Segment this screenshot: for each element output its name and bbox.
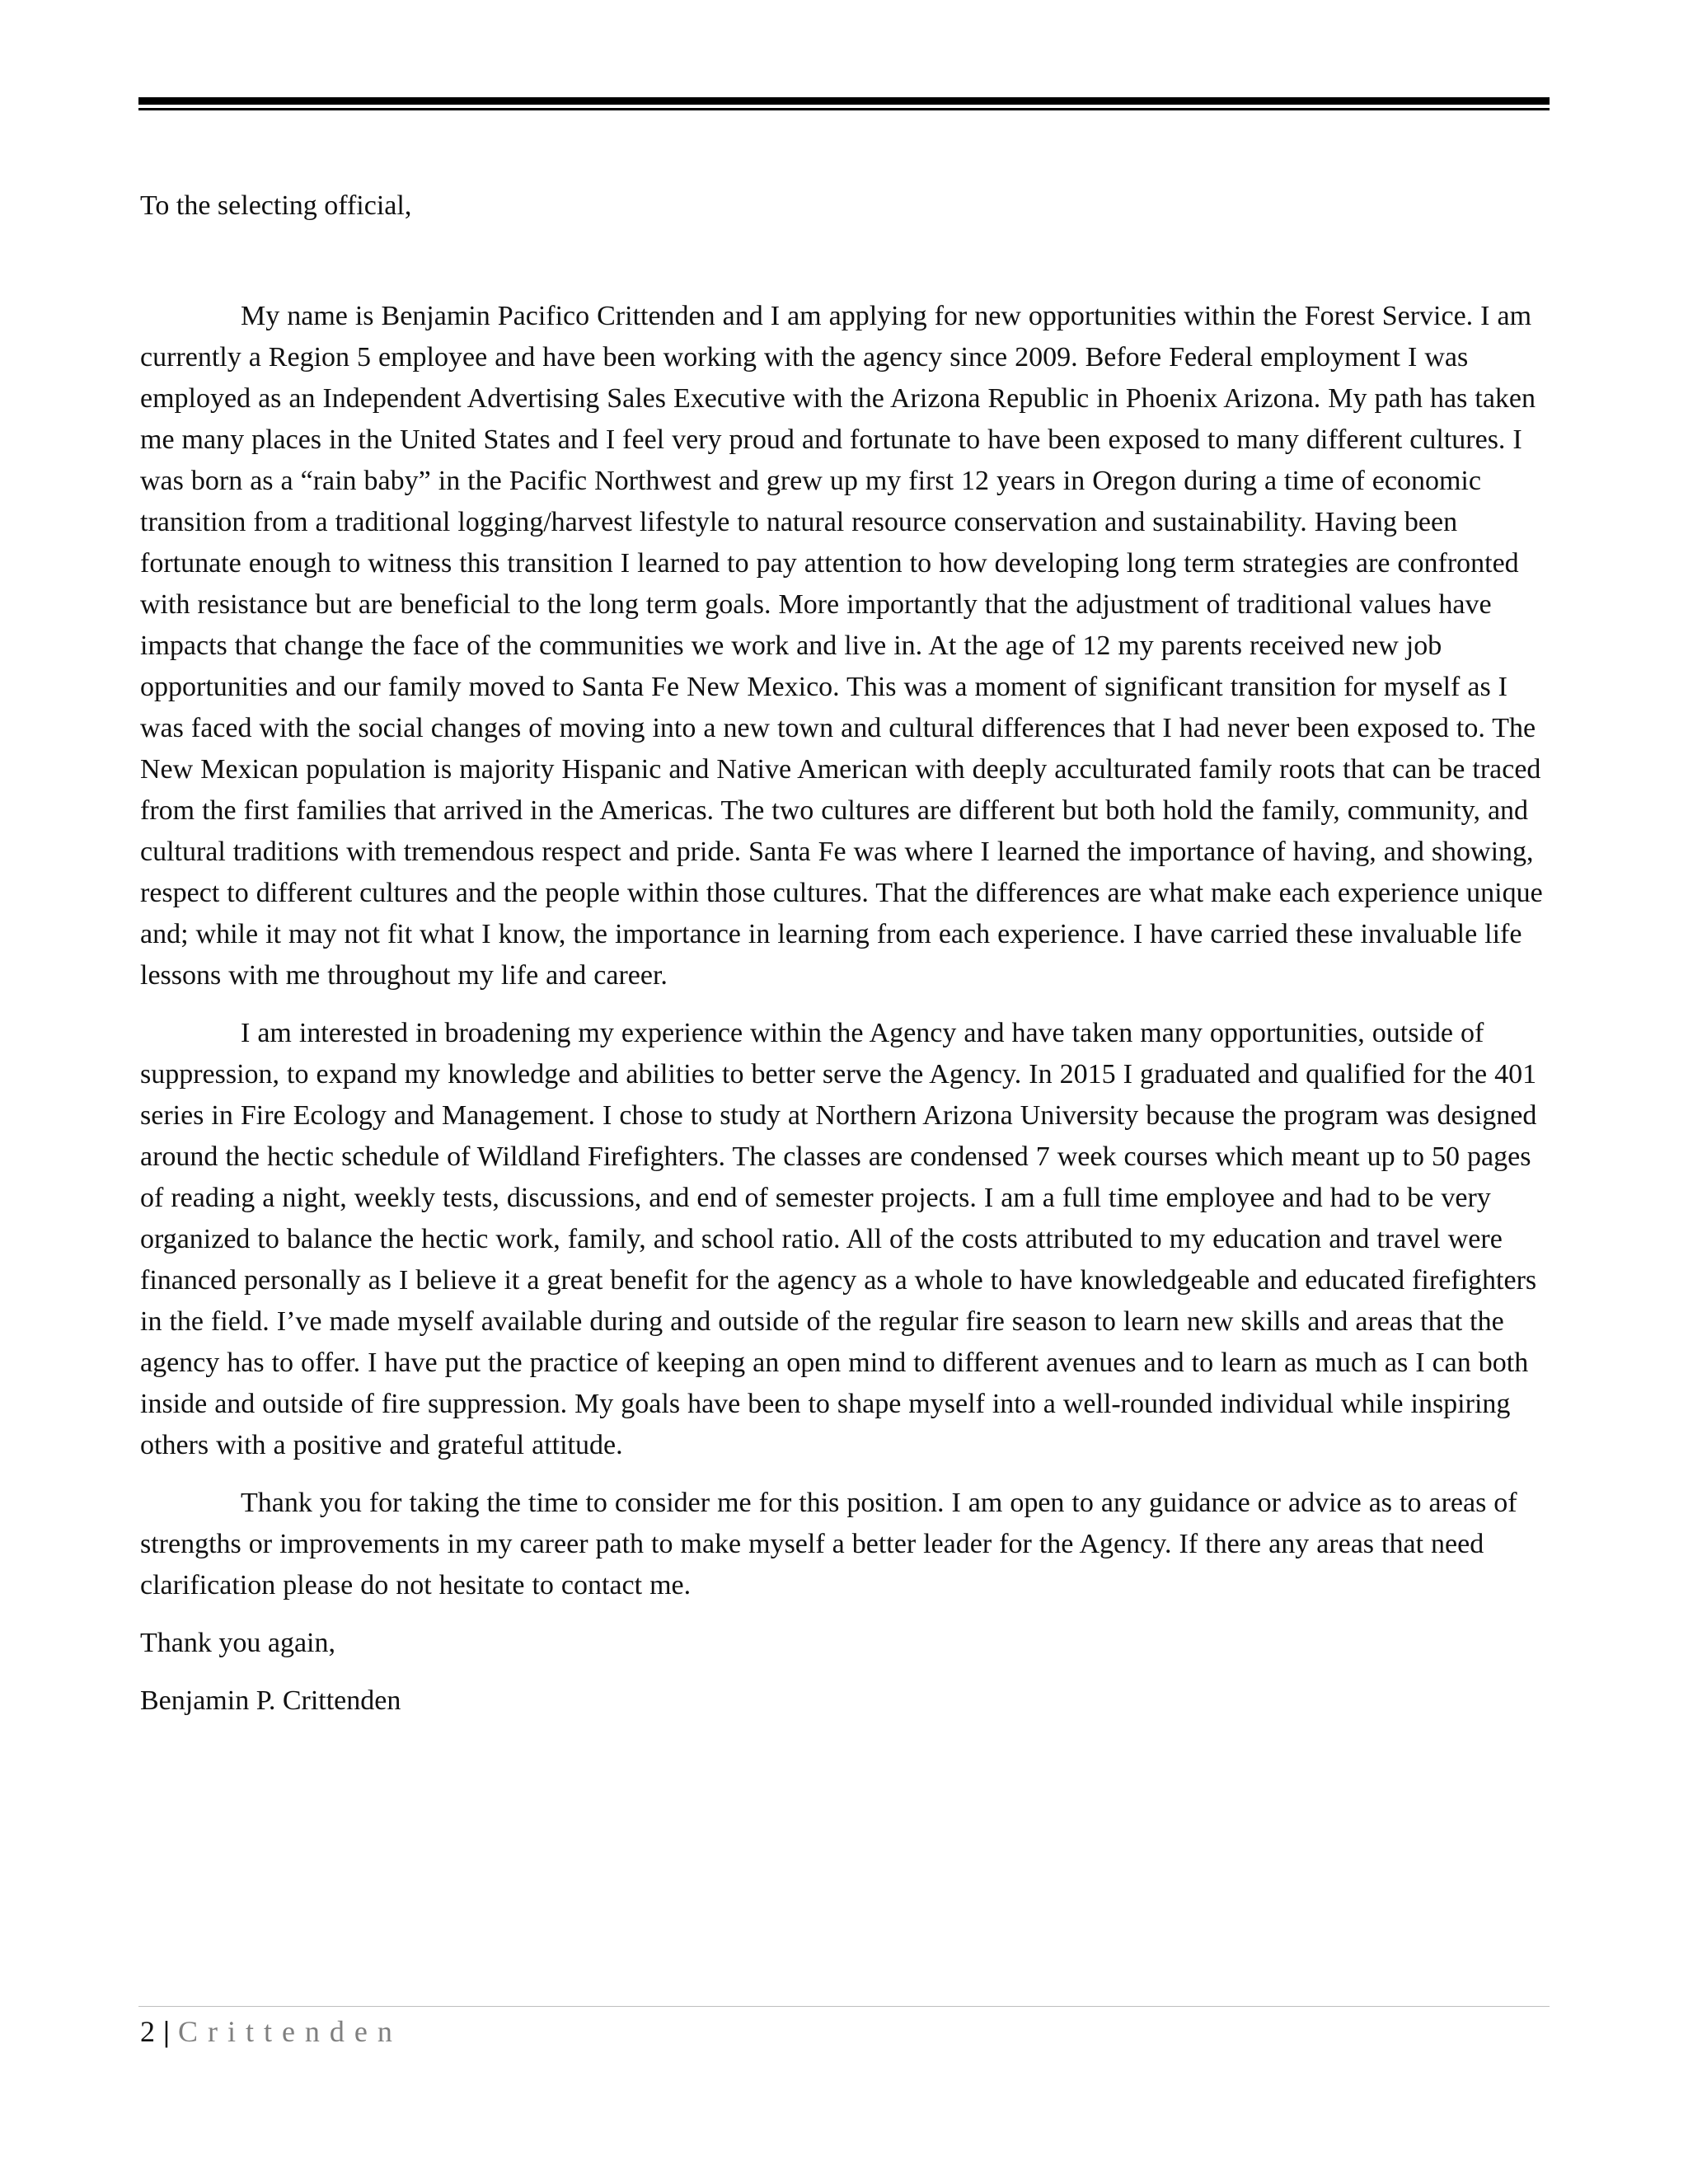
closing: Thank you again, bbox=[140, 1628, 335, 1658]
header-rule-thick bbox=[138, 97, 1550, 105]
paragraph-experience: I am interested in broadening my experience within the Agency and have taken many opportunities, outside of suppression, to expand my knowledge and abilities to better serve the Agency. In 2015 I graduated and qualified for the 401 series in Fire Ecology and Management. I chose to study at Northern Arizona University because the program was designed around the hectic schedule of Wildland Firefighters. The classes are condensed 7 week courses which meant up to 50 pages of reading a night, weekly tests, discussions, and end of semester projects. I am a full time employee and had to be very organized to balance the hectic work, family, and school ratio. All of the costs attributed to my education and travel were financed personally as I believe it a great benefit for the agency as a whole to have knowledgeable and educated firefighters in the field. I’ve made myself available during and outside of the regular fire season to learn new skills and areas that the agency has to offer. I have put the practice of keeping an open mind to different avenues and to learn as much as I can both inside and outside of fire suppression. My goals have been to shape myself into a well-rounded individual while inspiring others with a positive and grateful attitude. bbox=[140, 1018, 1537, 1460]
paragraph-thanks: Thank you for taking the time to consider me for this position. I am open to any guidance or advice as to areas of strengths or improvements in my career path to make myself a better leader for the Agency. If there any areas that need clarification please do not hesitate to contact me. bbox=[140, 1488, 1517, 1601]
footer-surname: Crittenden bbox=[177, 2015, 402, 2048]
page-number: 2 bbox=[140, 2015, 155, 2048]
footer-rule bbox=[138, 2006, 1550, 2007]
footer-separator: | bbox=[163, 2015, 170, 2048]
paragraph-introduction: My name is Benjamin Pacifico Crittenden and I am applying for new opportunities within the Forest Service. I am currently a Region 5 employee and have been working with the agency since 2009. Before Federal employment I was employed as an Independent Advertising Sales Executive with the Arizona Republic in Phoenix Arizona. My path has taken me many places in the United States and I feel very proud and fortunate to have been exposed to many different cultures. I was born as a “rain baby” in the Pacific Northwest and grew up my first 12 years in Oregon during a time of economic transition from a traditional logging/harvest lifestyle to natural resource conservation and sustainability. Having been fortunate enough to witness this transition I learned to pay attention to how developing long term strategies are confronted with resistance but are beneficial to the long term goals. More importantly that the adjustment of traditional values have impacts that change the face of the communities we work and live in. At the age of 12 my parents received new job opportunities and our family moved to Santa Fe New Mexico. This was a moment of significant transition for myself as I was faced with the social changes of moving into a new town and cultural differences that I had never been exposed to. The New Mexican population is majority Hispanic and Native American with deeply acculturated family roots that can be traced from the first families that arrived in the Americas. The two cultures are different but both hold the family, community, and cultural traditions with tremendous respect and pride. Santa Fe was where I learned the importance of having, and showing, respect to different cultures and the people within those cultures. That the differences are what make each experience unique and; while it may not fit what I know, the importance in learning from each experience. I have carried these invaluable life lessons with me throughout my life and career. bbox=[140, 301, 1543, 991]
page-footer bbox=[140, 2011, 402, 2052]
header-rule-thin bbox=[138, 108, 1550, 110]
salutation: To the selecting official, bbox=[140, 190, 412, 221]
letter-body bbox=[140, 185, 1551, 1722]
signature: Benjamin P. Crittenden bbox=[140, 1685, 401, 1716]
